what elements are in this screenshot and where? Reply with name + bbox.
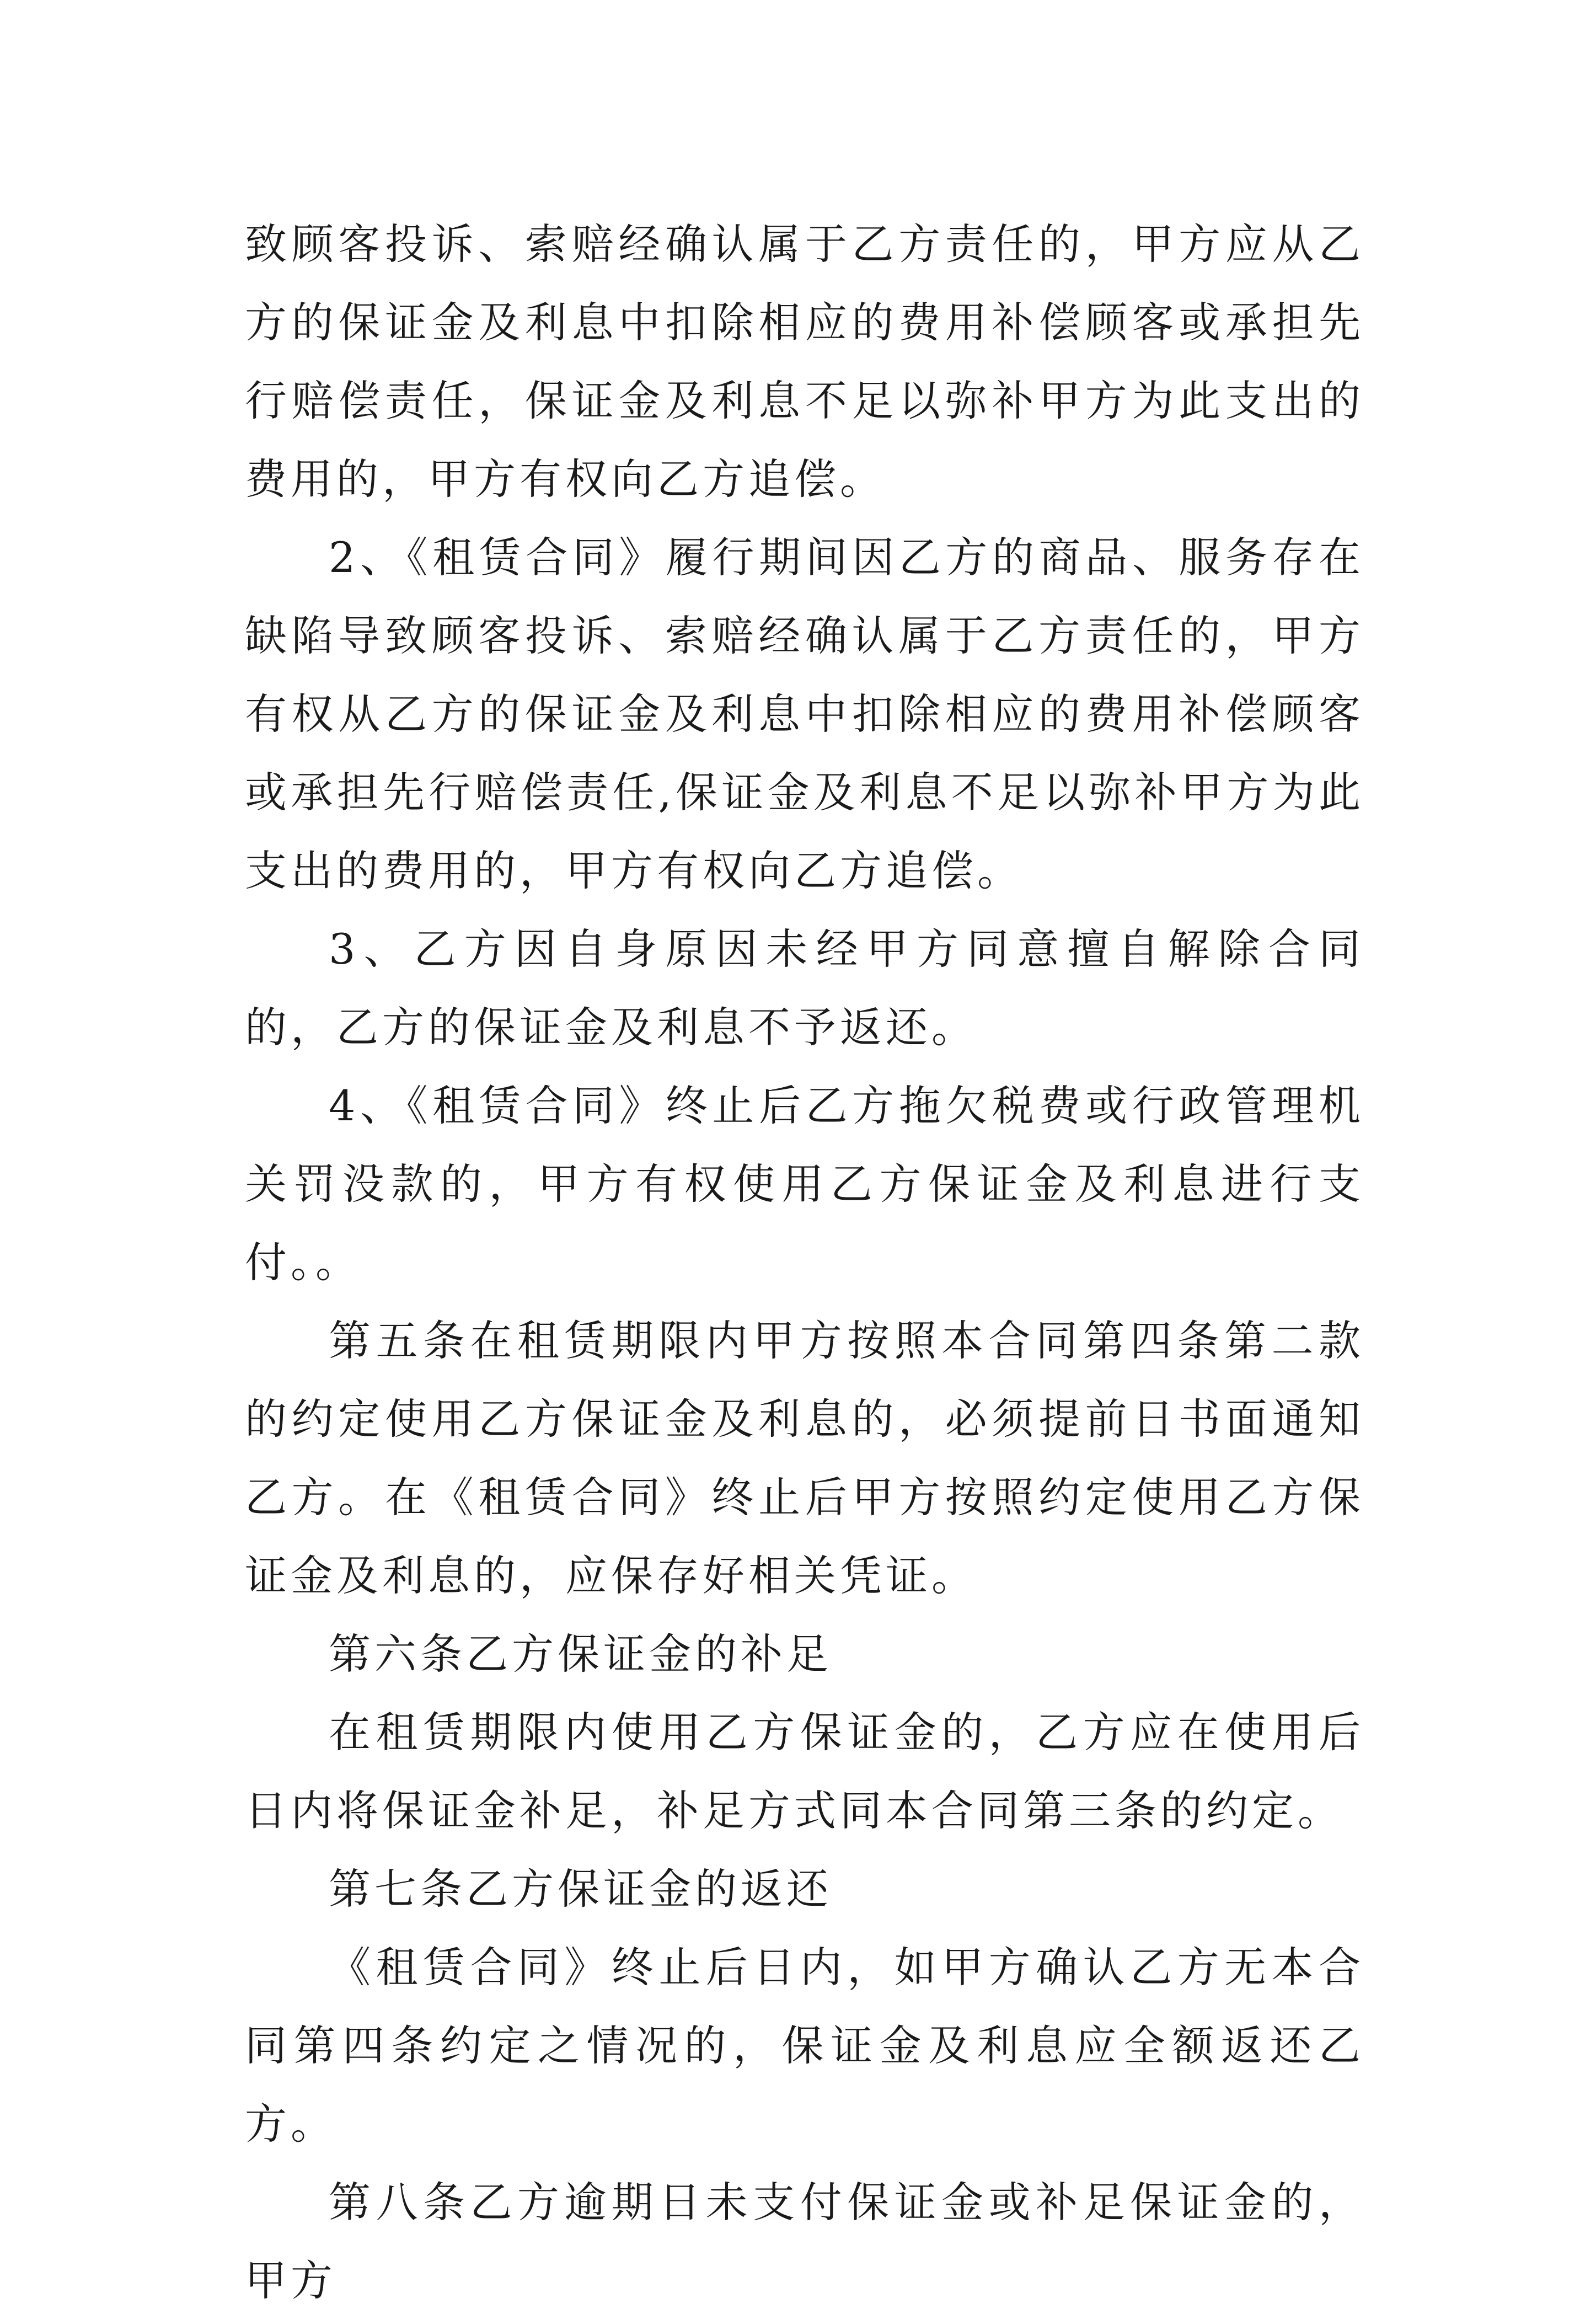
heading-article-6: 第六条乙方保证金的补足 [329,1629,832,1678]
document-body [245,205,1364,2320]
paragraph-clause-3: 3、乙方因自身原因未经甲方同意擅自解除合同的，乙方的保证金及利息不予返还。 [245,924,1364,1052]
paragraph-continuation: 致顾客投诉、索赔经确认属于乙方责任的，甲方应从乙方的保证金及利息中扣除相应的费用补偿顾客或承担先行赔偿责任，保证金及利息不足以弥补甲方为此支出的费用的，甲方有权向乙方追偿。 [245,220,1364,504]
paragraph-article-8: 第八条乙方逾期日未支付保证金或补足保证金的，甲方 [245,2178,1364,2305]
paragraph-article-6-body: 在租赁期限内使用乙方保证金的，乙方应在使用后日内将保证金补足，补足方式同本合同第三条的约定。 [245,1708,1364,1835]
paragraph-article-7-body: 《租赁合同》终止后日内，如甲方确认乙方无本合同第四条约定之情况的，保证金及利息应全额返还乙方。 [245,1943,1364,2148]
heading-article-7: 第七条乙方保证金的返还 [329,1864,832,1913]
paragraph-article-5: 第五条在租赁期限内甲方按照本合同第四条第二款的约定使用乙方保证金及利息的，必须提前日书面通知乙方。在《租赁合同》终止后甲方按照约定使用乙方保证金及利息的，应保存好相关凭证。 [245,1316,1364,1600]
paragraph-clause-2: 2、《租赁合同》履行期间因乙方的商品、服务存在缺陷导致顾客投诉、索赔经确认属于乙方责任的，甲方有权从乙方的保证金及利息中扣除相应的费用补偿顾客或承担先行赔偿责任,保证金及利息不足以弥补甲方为此支出的费用的，甲方有权向乙方追偿。 [245,533,1364,895]
paragraph-clause-4: 4、《租赁合同》终止后乙方拖欠税费或行政管理机关罚没款的，甲方有权使用乙方保证金及利息进行支付。。 [245,1081,1364,1287]
